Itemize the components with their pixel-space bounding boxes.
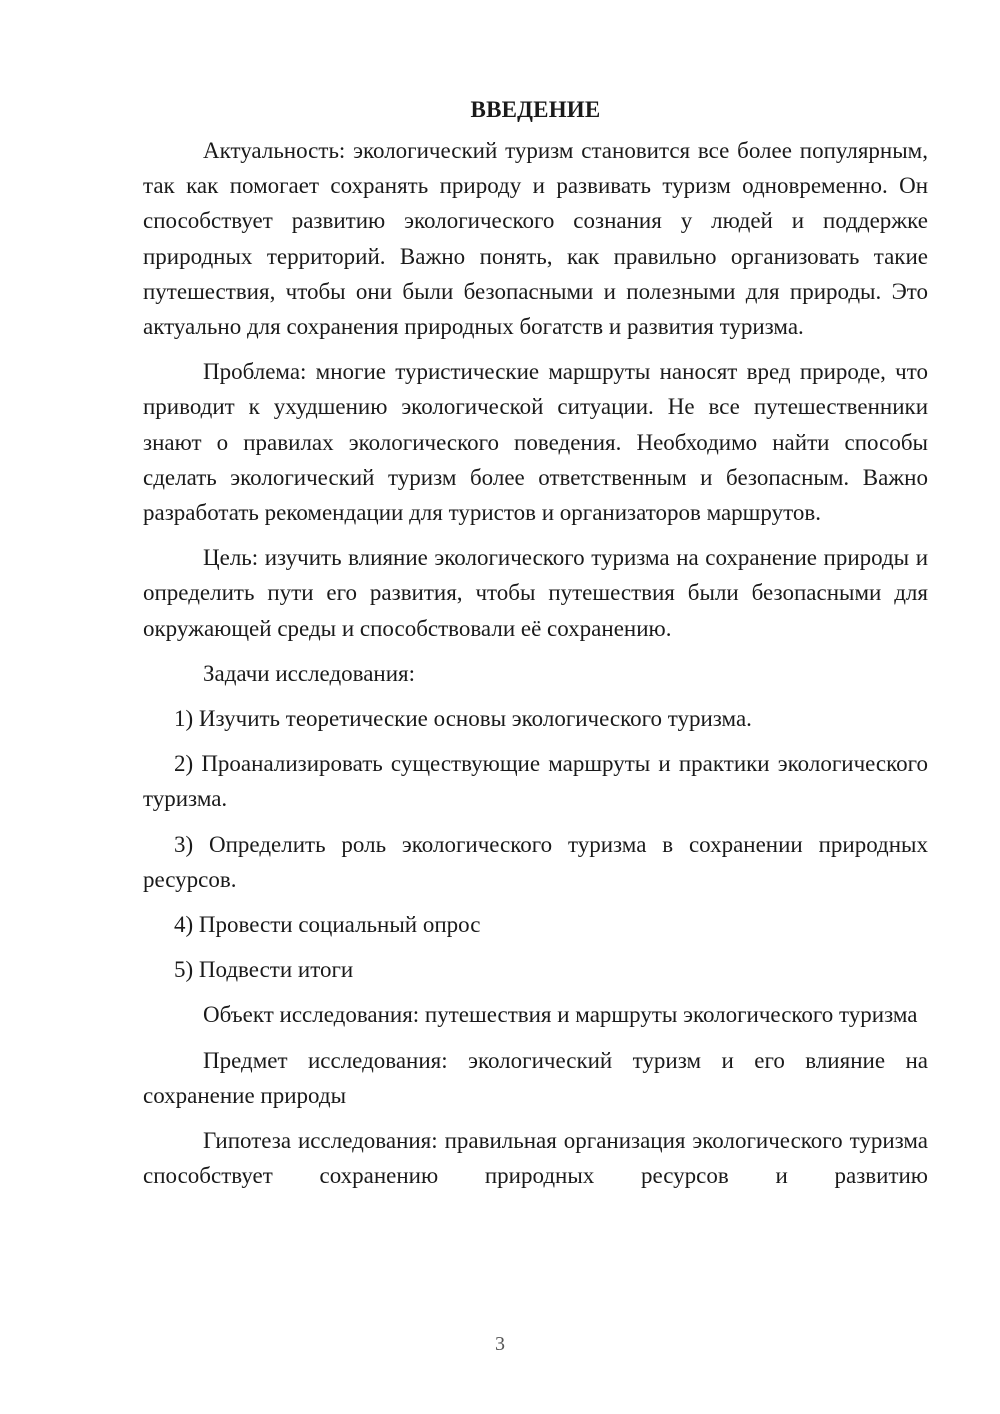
paragraph-relevance: Актуальность: экологический туризм становится все более популярным, так как помогает сохранять природу и развивать туризм одновременно. Он способствует развитию экологического сознания у людей и поддержке природных территорий. Важно понять, как правильно организовать такие путешествия, чтобы они были безопасными и полезными для природы. Это актуально для сохранения природных богатств и развития туризма. <box>143 138 928 340</box>
page-number: 3 <box>495 1333 505 1355</box>
paragraph-hypothesis: Гипотеза исследования: правильная организация экологического туризма способствует сохранению природных ресурсов и развитию <box>143 1128 928 1189</box>
task-item-2: 2) Проанализировать существующие маршруты и практики экологического туризма. <box>143 751 928 812</box>
task-item-5: 5) Подвести итоги <box>174 957 354 983</box>
tasks-heading: Задачи исследования: <box>203 660 416 686</box>
task-item-1: 1) Изучить теоретические основы экологического туризма. <box>174 706 752 732</box>
task-item-4: 4) Провести социальный опрос <box>174 912 481 938</box>
task-item-3: 3) Определить роль экологического туризма в сохранении природных ресурсов. <box>143 831 928 892</box>
page-content <box>143 92 928 1203</box>
paragraph-subject: Предмет исследования: экологический туризм и его влияние на сохранение природы <box>143 1047 928 1108</box>
paragraph-goal: Цель: изучить влияние экологического туризма на сохранение природы и определить пути его развития, чтобы путешествия были безопасными для окружающей среды и способствовали её сохранению. <box>143 545 928 641</box>
paragraph-object: Объект исследования: путешествия и маршруты экологического туризма <box>203 1002 918 1028</box>
page-title: ВВЕДЕНИЕ <box>470 97 601 122</box>
paragraph-problem: Проблема: многие туристические маршруты наносят вред природе, что приводит к ухудшению экологической ситуации. Не все путешественники знают о правилах экологического поведения. Необходимо найти способы сделать экологический туризм более ответственным и безопасным. Важно разработать рекомендации для туристов и организаторов маршрутов. <box>143 359 928 526</box>
